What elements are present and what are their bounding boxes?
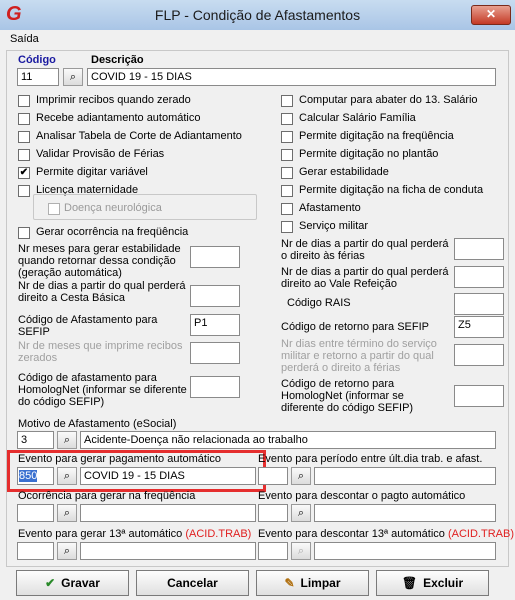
label-gerar-ocorrencia: Gerar ocorrência na freqüência [36, 226, 189, 238]
field-nr-meses-imprime[interactable] [190, 342, 240, 364]
field-nr-dias-vale[interactable] [454, 266, 504, 288]
label-cod-rais: Código RAIS [287, 297, 351, 309]
checkbox-digitacao-plantao[interactable] [281, 149, 293, 161]
checkbox-permite-variavel[interactable] [18, 167, 30, 179]
field-descontar-desc[interactable] [314, 504, 496, 522]
field-nr-dias-ferias[interactable] [454, 238, 504, 260]
gerar-13-tag: (ACID.TRAB) [185, 528, 252, 540]
gravar-label: Gravar [61, 576, 100, 590]
checkbox-ficha-conduta[interactable] [281, 185, 293, 197]
field-descontar-code[interactable] [258, 504, 288, 522]
gerar-13-text: Evento para gerar 13ª automático [18, 528, 183, 540]
codigo-label: Código [18, 54, 56, 66]
checkbox-gerar-ocorrencia[interactable] [18, 227, 30, 239]
binoculars-icon: ⌕ [63, 434, 71, 446]
gravar-button[interactable] [16, 570, 129, 596]
field-nr-dias-cesta[interactable] [190, 285, 240, 307]
descontar-13-text: Evento para descontar 13ª automático [258, 528, 445, 540]
window-title: FLP - Condição de Afastamentos [154, 7, 361, 23]
label-cod-retorno-homolognet: Código de retorno para HomologNet (informar se diferente do código SEFIP) [281, 378, 414, 414]
field-evento-pag-auto-code[interactable] [17, 467, 54, 485]
checkbox-adiantamento[interactable] [18, 113, 30, 125]
checkbox-digitacao-frequencia[interactable] [281, 131, 293, 143]
label-cod-afast-sefip: Código de Afastamento para SEFIP [18, 314, 158, 338]
label-imprimir-recibos: Imprimir recibos quando zerado [36, 94, 191, 106]
search-gerar-13-button[interactable] [57, 542, 77, 560]
descricao-field[interactable]: COVID 19 - 15 DIAS [87, 68, 496, 86]
label-nr-dias-ferias: Nr de dias a partir do qual perderá o direito às férias [281, 238, 449, 262]
label-cod-homolognet: Código de afastamento para HomologNet (informar se diferente do código SEFIP) [18, 372, 187, 408]
search-descontar-button[interactable] [291, 504, 311, 522]
field-motivo-description[interactable]: Acidente-Doença não relacionada ao trabalho [80, 431, 496, 449]
field-cod-retorno-homolognet[interactable] [454, 385, 504, 407]
label-salario-familia: Calcular Salário Família [299, 112, 416, 124]
field-cod-retorno-sefip[interactable]: Z5 [454, 316, 504, 338]
field-cod-rais[interactable] [454, 293, 504, 315]
field-nr-dias-servico[interactable] [454, 344, 504, 366]
cancelar-button[interactable] [136, 570, 249, 596]
check-mark-icon: ✔ [19, 167, 29, 178]
label-cod-retorno-sefip: Código de retorno para SEFIP [281, 321, 429, 333]
field-cod-afast-sefip[interactable]: P1 [190, 314, 240, 336]
field-descontar-13-code[interactable] [258, 542, 288, 560]
label-ocorrencia: Ocorrência para gerar na freqüência [18, 490, 196, 502]
field-evento-periodo-code[interactable] [258, 467, 288, 485]
checkbox-corte-adiantamento[interactable] [18, 131, 30, 143]
checkbox-gerar-estabilidade[interactable] [281, 167, 293, 179]
field-evento-pag-auto-desc[interactable]: COVID 19 - 15 DIAS [80, 467, 256, 485]
label-evento-periodo: Evento para período entre últ.dia trab. e afast. [258, 453, 483, 465]
checkbox-doenca-neurologica[interactable] [48, 203, 60, 215]
checkbox-imprimir-recibos[interactable] [18, 95, 30, 107]
action-bar [6, 566, 507, 598]
label-adiantamento: Recebe adiantamento automático [36, 112, 201, 124]
app-logo-icon: G [6, 3, 22, 25]
close-button[interactable]: ✕ [471, 5, 511, 25]
label-provisao-ferias: Validar Provisão de Férias [36, 148, 165, 160]
checkbox-licenca-maternidade[interactable] [18, 185, 30, 197]
label-nr-dias-cesta: Nr de dias a partir do qual perderá direito a Cesta Básica [18, 280, 186, 304]
eraser-icon: ✎ [284, 576, 295, 590]
field-ocorrencia-desc[interactable] [80, 504, 256, 522]
evento-pag-auto-code-text: 850 [19, 470, 38, 482]
limpar-label: Limpar [300, 576, 341, 590]
label-corte-adiantamento: Analisar Tabela de Corte de Adiantamento [36, 130, 242, 142]
excluir-button[interactable] [376, 570, 489, 596]
binoculars-icon: ⌕ [297, 507, 305, 519]
field-gerar-13-code[interactable] [17, 542, 54, 560]
descricao-label: Descrição [91, 54, 144, 66]
label-nr-meses-imprime: Nr de meses que imprime recibos zerados [18, 340, 183, 364]
search-evento-pag-auto-button[interactable] [57, 467, 77, 485]
label-ficha-conduta: Permite digitação na ficha de conduta [299, 184, 484, 196]
checkbox-abater-13[interactable] [281, 95, 293, 107]
search-ocorrencia-button[interactable] [57, 504, 77, 522]
binoculars-icon: ⌕ [63, 470, 71, 482]
checkbox-afastamento[interactable] [281, 203, 293, 215]
field-evento-periodo-desc[interactable] [314, 467, 496, 485]
binoculars-icon: ⌕ [63, 507, 71, 519]
field-descontar-13-desc[interactable] [314, 542, 496, 560]
label-descontar: Evento para descontar o pagto automático [258, 490, 466, 502]
descontar-13-tag: (ACID.TRAB) [447, 528, 514, 540]
menu-bar [0, 30, 515, 48]
checkbox-salario-familia[interactable] [281, 113, 293, 125]
search-evento-periodo-button[interactable] [291, 467, 311, 485]
binoculars-icon: ⌕ [63, 545, 71, 557]
codigo-field[interactable]: 11 [17, 68, 59, 86]
binoculars-icon: ⌕ [297, 545, 305, 557]
field-ocorrencia-code[interactable] [17, 504, 54, 522]
label-nr-dias-servico: Nr dias entre término do serviço militar e retorno a partir do qual perderá o direito a férias [281, 338, 437, 374]
label-descontar-13 [258, 528, 514, 540]
trash-icon: 🗑 [401, 576, 418, 590]
field-motivo-code[interactable]: 3 [17, 431, 54, 449]
label-gerar-estabilidade: Gerar estabilidade [299, 166, 389, 178]
label-digitacao-frequencia: Permite digitação na freqüência [299, 130, 454, 142]
cancelar-label: Cancelar [167, 576, 218, 590]
search-descontar-13-button[interactable] [291, 542, 311, 560]
checkbox-provisao-ferias[interactable] [18, 149, 30, 161]
label-digitacao-plantao: Permite digitação no plantão [299, 148, 439, 160]
checkbox-servico-militar[interactable] [281, 221, 293, 233]
binoculars-icon: ⌕ [69, 71, 77, 83]
label-permite-variavel: Permite digitar variável [36, 166, 148, 178]
search-motivo-button[interactable] [57, 431, 77, 449]
excluir-label: Excluir [423, 576, 464, 590]
label-gerar-13 [18, 528, 251, 540]
field-cod-homolognet[interactable] [190, 376, 240, 398]
field-gerar-13-desc[interactable] [80, 542, 256, 560]
binoculars-icon: ⌕ [297, 470, 305, 482]
label-nr-meses-estabilidade: Nr meses para gerar estabilidade quando retornar dessa condição (geração automática) [18, 243, 181, 279]
label-doenca-neurologica: Doença neurológica [64, 202, 162, 214]
label-servico-militar: Serviço militar [299, 220, 369, 232]
limpar-button[interactable] [256, 570, 369, 596]
label-evento-pag-auto: Evento para gerar pagamento automático [18, 453, 222, 465]
label-licenca-maternidade: Licença maternidade [36, 184, 139, 196]
search-codigo-button[interactable] [63, 68, 83, 86]
label-nr-dias-vale: Nr de dias a partir do qual perderá direito ao Vale Refeição [281, 266, 449, 290]
field-nr-meses-estabilidade[interactable] [190, 246, 240, 268]
label-afastamento: Afastamento [299, 202, 361, 214]
label-abater-13: Computar para abater do 13. Salário [299, 94, 478, 106]
check-icon: ✔ [45, 576, 56, 590]
menu-item-saida[interactable]: Saída [10, 33, 39, 45]
label-motivo-afastamento: Motivo de Afastamento (eSocial) [18, 418, 177, 430]
